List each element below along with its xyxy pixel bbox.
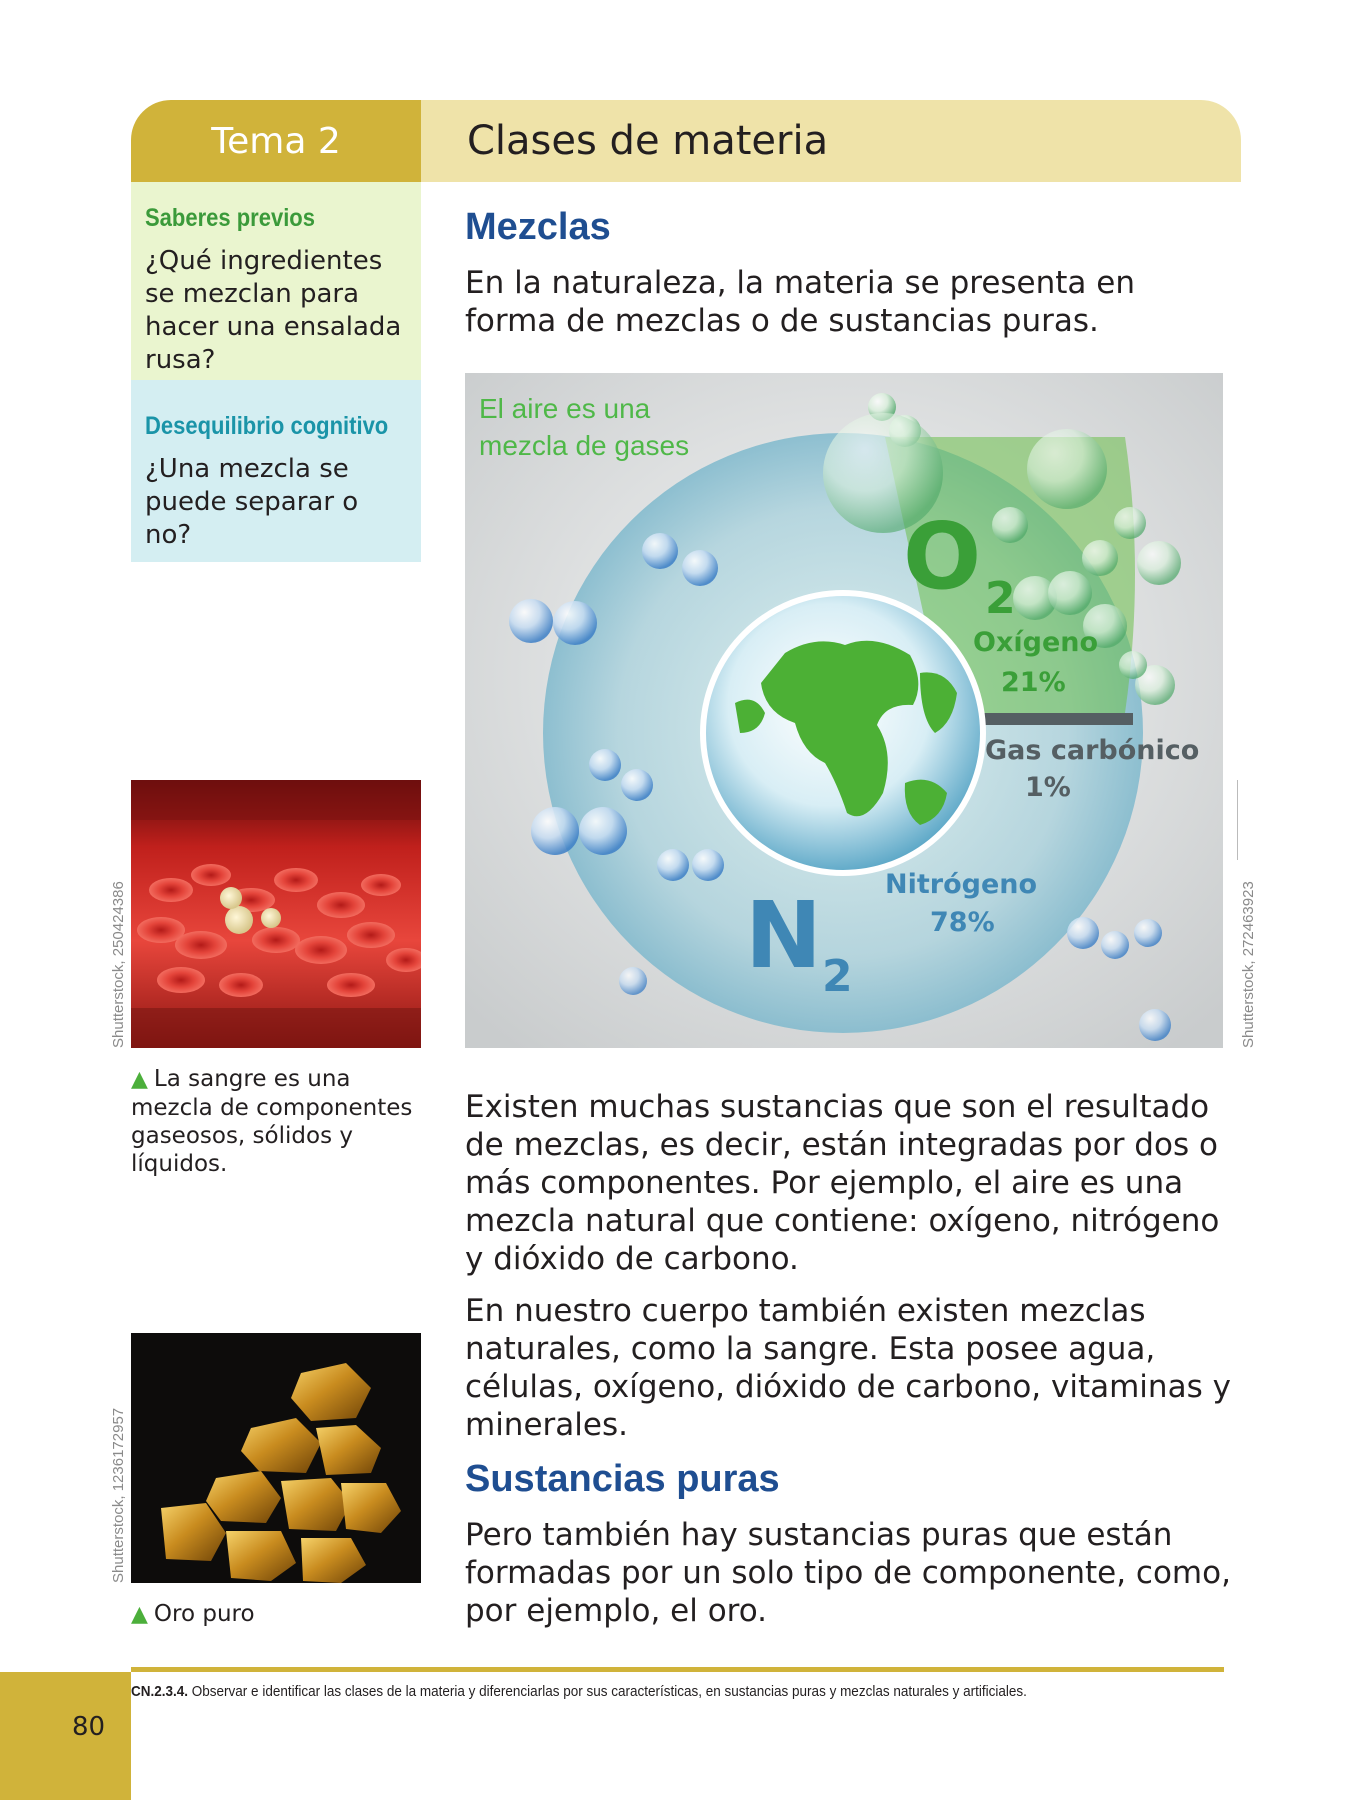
co2-percentage: 1% (1025, 772, 1071, 803)
nitrogen-label: Nitrógeno (885, 869, 1038, 900)
triangle-bullet-icon: ▲ (131, 1067, 148, 1092)
gold-photo (131, 1333, 421, 1583)
objective-code: CN.2.3.4. (131, 1683, 189, 1700)
co2-label: Gas carbónico (985, 735, 1200, 766)
saberes-previos-question: ¿Qué ingredientes se mezclan para hacer una ensalada rusa? (145, 246, 402, 375)
infographic-title-line2: mezcla de gases (479, 430, 690, 461)
sustancias-puras-heading: Sustancias puras (465, 1458, 780, 1500)
blood-photo-credit: Shutterstock, 250424386 (110, 881, 127, 1048)
tema-label: Tema 2 (211, 120, 341, 162)
tema-tab (131, 100, 421, 182)
mezclas-heading: Mezclas (465, 206, 611, 248)
blood-photo (131, 780, 421, 1048)
credit-divider (1237, 780, 1238, 860)
blood-cells-illustration (131, 780, 421, 1048)
saberes-previos-title: Saberes previos (145, 204, 315, 232)
o2-symbol: O (903, 503, 982, 610)
air-composition-infographic (465, 373, 1223, 1048)
infographic-credit: Shutterstock, 272463923 (1240, 881, 1257, 1048)
saberes-previos-box (131, 182, 421, 380)
air-composition-diagram (465, 373, 1223, 1048)
oxygen-percentage: 21% (1001, 667, 1066, 698)
curriculum-objective (131, 1683, 1027, 1700)
page-number: 80 (72, 1712, 106, 1742)
mezclas-intro: En la naturaleza, la materia se presenta en forma de mezclas o de sustancias puras. (465, 265, 1135, 339)
gold-caption (131, 1600, 431, 1629)
oxygen-label: Oxígeno (973, 627, 1099, 658)
blood-caption (131, 1065, 431, 1178)
footer-divider (131, 1667, 1224, 1672)
o2-subscript: 2 (985, 573, 1016, 624)
page-number-box (0, 1672, 131, 1800)
n2-subscript: 2 (822, 951, 853, 1002)
objective-text: Observar e identificar las clases de la materia y diferenciarlas por sus características, en sustancias puras y mezclas naturales y artificiales. (188, 1683, 1027, 1700)
nitrogen-percentage: 78% (930, 907, 995, 938)
triangle-bullet-icon: ▲ (131, 1602, 148, 1627)
desequilibrio-cognitivo-box (131, 380, 421, 562)
gold-nuggets-illustration (131, 1333, 421, 1583)
infographic-title-line1: El aire es una (479, 393, 651, 424)
desequilibrio-cognitivo-question: ¿Una mezcla se puede separar o no? (145, 454, 359, 550)
page-title: Clases de materia (467, 118, 829, 164)
desequilibrio-cognitivo-title: Desequilibrio cognitivo (145, 412, 389, 440)
paragraph-sangre: En nuestro cuerpo también existen mezclas naturales, como la sangre. Esta posee agua, células, oxígeno, dióxido de carbono, vitaminas y minerales. (465, 1293, 1231, 1443)
paragraph-mezclas: Existen muchas sustancias que son el resultado de mezclas, es decir, están integradas por dos o más componentes. Por ejemplo, el aire es una mezcla natural que contiene: oxígeno, nitrógeno y dióxido de carbono. (465, 1089, 1220, 1277)
page-title-bar (421, 100, 1241, 182)
paragraph-sustancias-puras: Pero también hay sustancias puras que están formadas por un solo tipo de componente, como, por ejemplo, el oro. (465, 1517, 1231, 1629)
blood-caption-text: La sangre es una mezcla de componentes gaseosos, sólidos y líquidos. (131, 1066, 413, 1177)
gold-caption-text: Oro puro (153, 1601, 255, 1627)
gold-photo-credit: Shutterstock, 1236172957 (110, 1407, 127, 1583)
n2-symbol: N (745, 882, 822, 989)
